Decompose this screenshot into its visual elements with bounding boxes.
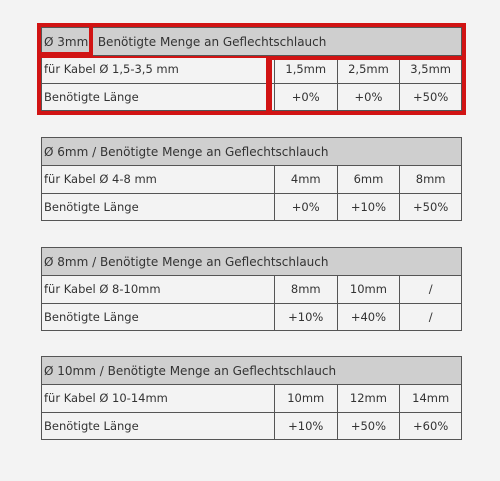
diameter-label: Ø 3mm <box>44 35 89 49</box>
sleeve-table-8mm <box>41 247 462 331</box>
size-cell: 6mm <box>337 166 400 193</box>
extra-cell: +50% <box>399 194 461 220</box>
cable-label: für Kabel Ø 4-8 mm <box>44 172 157 186</box>
size-cell: 8mm <box>399 166 461 193</box>
extra-cell: +0% <box>337 84 400 110</box>
cable-size-row <box>42 276 461 303</box>
length-label: Benötigte Länge <box>44 90 139 104</box>
size-cell: 1,5mm <box>274 56 337 83</box>
length-row <box>42 83 461 110</box>
extra-cell: / <box>399 304 461 330</box>
size-cell: 3,5mm <box>399 56 461 83</box>
extra-cell: +40% <box>337 304 400 330</box>
cable-label: für Kabel Ø 10-14mm <box>44 391 168 405</box>
sleeve-table-6mm <box>41 137 462 221</box>
length-label: Benötigte Länge <box>44 310 139 324</box>
cable-size-row <box>42 56 461 83</box>
length-row <box>42 303 461 330</box>
cable-size-row <box>42 385 461 412</box>
extra-cell: +0% <box>274 84 337 110</box>
size-cell: 10mm <box>337 276 400 303</box>
size-cell: 4mm <box>274 166 337 193</box>
size-cell: 12mm <box>337 385 400 412</box>
table-header <box>42 28 461 56</box>
length-row <box>42 193 461 220</box>
extra-cell: +10% <box>337 194 400 220</box>
length-row <box>42 412 461 439</box>
size-cell: 14mm <box>399 385 461 412</box>
sleeve-table-10mm <box>41 356 462 440</box>
cable-label: für Kabel Ø 8-10mm <box>44 282 161 296</box>
table-header: Ø 8mm / Benötigte Menge an Geflechtschlauch <box>42 248 461 276</box>
extra-cell: +10% <box>274 413 337 439</box>
size-cell: 2,5mm <box>337 56 400 83</box>
length-label: Benötigte Länge <box>44 419 139 433</box>
header-text: Benötigte Menge an Geflechtschlauch <box>97 35 327 49</box>
table-header: Ø 6mm / Benötigte Menge an Geflechtschlauch <box>42 138 461 166</box>
size-cell: 10mm <box>274 385 337 412</box>
size-cell: 8mm <box>274 276 337 303</box>
extra-cell: +0% <box>274 194 337 220</box>
sleeve-table-3mm <box>41 27 462 111</box>
extra-cell: +50% <box>337 413 400 439</box>
cable-size-row <box>42 166 461 193</box>
length-label: Benötigte Länge <box>44 200 139 214</box>
cable-label: für Kabel Ø 1,5-3,5 mm <box>44 62 179 76</box>
size-cell: / <box>399 276 461 303</box>
table-header: Ø 10mm / Benötigte Menge an Geflechtschlauch <box>42 357 461 385</box>
extra-cell: +10% <box>274 304 337 330</box>
extra-cell: +60% <box>399 413 461 439</box>
extra-cell: +50% <box>399 84 461 110</box>
